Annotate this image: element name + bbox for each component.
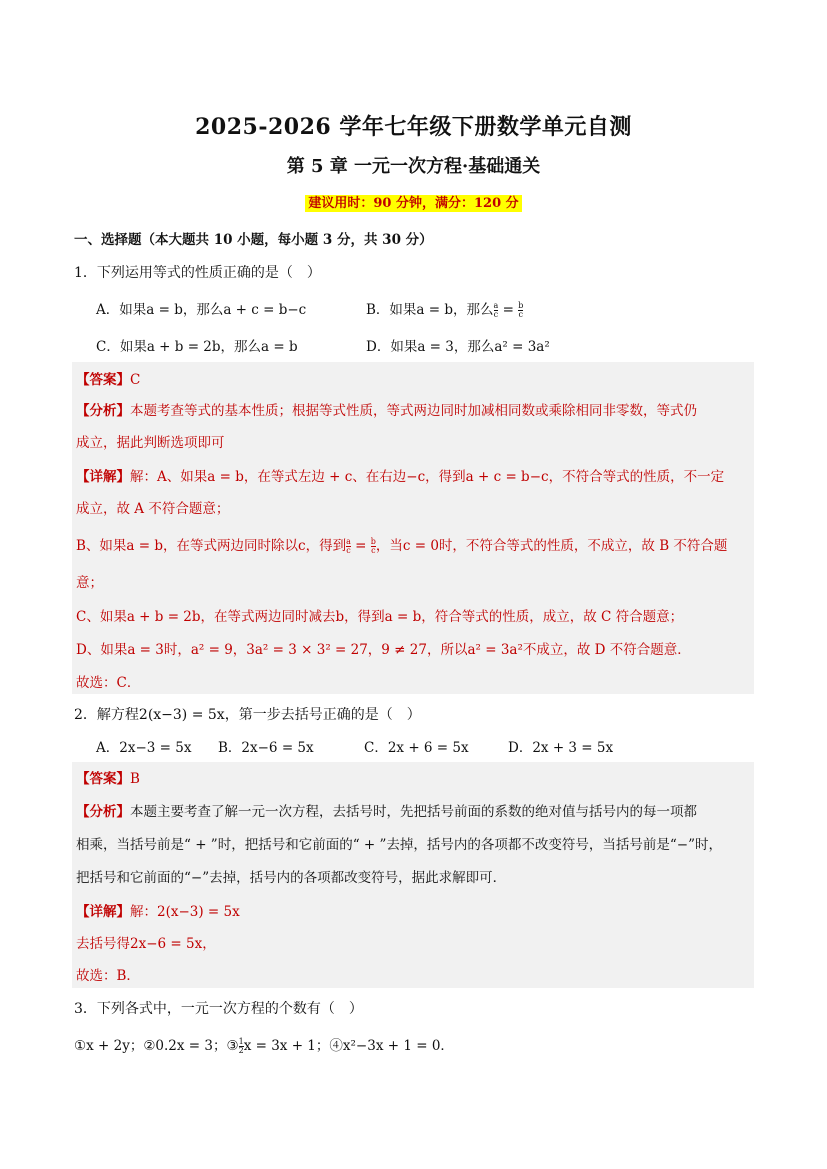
detail-eq: = [350,538,371,554]
detail-text: 解：A、如果a = b，在等式左边 + c、在右边−c，得到a + c = b−c，不符合等式的性质，不一定 [130,469,725,485]
q1-option-a: A．如果a = b，那么a + c = b−c [96,302,307,318]
q2-option-d: D．2x + 3 = 5x [508,740,614,756]
q2-detail-line-2: 去括号得2x−6 = 5x， [76,936,216,952]
q2-analysis-line-3: 把括号和它前面的“−”去掉，括号内的各项都改变符号，据此求解即可． [76,870,507,886]
frac-denominator: c [371,546,376,555]
q2-stem: 2．解方程2(x−3) = 5x，第一步去括号正确的是（ ） [74,707,421,723]
frac-numerator: a [346,537,351,546]
frac-denominator: c [518,310,523,319]
frac-numerator: 1 [238,1037,244,1046]
detail-label: 【详解】 [76,904,130,920]
answer-label: 【答案】 [76,372,130,388]
q2-option-a: A．2x−3 = 5x [96,740,192,756]
q3-items-text: ①x + 2y；②0.2x = 3；③ [74,1038,239,1054]
q1-choose: 故选：C． [76,675,141,691]
q3-items-post: x = 3x + 1；④x²−3x + 1 = 0． [243,1038,454,1054]
time-note: 建议用时：90 分钟，满分：120 分 [305,195,521,212]
q1-stem: 1．下列运用等式的性质正确的是（ ） [74,265,321,281]
page-title: 2025-2026 学年七年级下册数学单元自测 [195,114,632,140]
q1-detail-line-6: D、如果a = 3时，a² = 9，3a² = 3 × 3² = 27，9 ≠ 27，所以a² = 3a²不成立，故 D 不符合题意． [76,642,691,658]
frac-denominator: c [346,546,351,555]
q3-stem: 3．下列各式中，一元一次方程的个数有（ ） [74,1001,363,1017]
q2-answer-line [76,767,140,787]
section-heading: 一、选择题（本大题共 10 小题，每小题 3 分，共 30 分） [74,232,433,248]
time-note-wrap [0,192,827,211]
detail-text-post: ，当c = 0时，不符合等式的性质，不成立，故 B 不符合题 [375,538,728,554]
detail-label: 【详解】 [76,469,130,485]
q1-detail-line-1 [76,465,724,485]
q1-detail-line-5: C、如果a + b = 2b，在等式两边同时减去b，得到a = b，符合等式的性质，成立，故 C 符合题意； [76,609,684,625]
analysis-label: 【分析】 [76,403,130,419]
q2-detail-line-1 [76,900,240,920]
frac-denominator: 2 [238,1046,244,1055]
q2-choose: 故选：B． [76,968,140,984]
frac-numerator: a [493,301,499,310]
analysis-text: 本题主要考查了解一元一次方程，去括号时，先把括号前面的系数的绝对值与括号内的每一项都 [130,804,697,820]
chapter-subtitle: 第 5 章 一元一次方程·基础通关 [286,156,541,177]
q2-option-b: B．2x−6 = 5x [218,740,314,756]
q1-option-b-frac-right [518,302,523,319]
frac-denominator: c [493,310,499,319]
detail-text: 解：2(x−3) = 5x [130,904,240,920]
q1-analysis-line-1 [76,399,697,419]
q1-option-c: C．如果a + b = 2b，那么a = b [96,339,298,355]
answer-label: 【答案】 [76,771,130,787]
q1-option-b-text: B．如果a = b，那么 [366,302,494,318]
q1-option-d: D．如果a = 3，那么a² = 3a² [366,339,550,355]
q1-analysis-line-2: 成立，据此判断选项即可 [76,435,225,451]
q1-option-b [366,298,523,319]
q1-detail-line-4: 意； [76,575,103,591]
q3-items [74,1034,454,1055]
q1-answer-line [76,368,140,388]
q1-option-b-eq: = [498,302,519,318]
frac-numerator: b [370,537,376,546]
q1-detail-line-3 [76,534,727,555]
analysis-label: 【分析】 [76,804,130,820]
q2-analysis-line-2: 相乘，当括号前是“ + ”时，把括号和它前面的“ + ”去掉，括号内的各项都不改变符号，当括号前是“−”时， [76,837,723,853]
detail-text: B、如果a = b，在等式两边同时除以c，得到 [76,538,347,554]
q2-option-c: C．2x + 6 = 5x [364,740,469,756]
frac-numerator: b [518,301,524,310]
answer-value: C [130,372,141,388]
answer-value: B [130,771,140,787]
q2-analysis-line-1 [76,800,697,820]
analysis-text: 本题考查等式的基本性质；根据等式性质，等式两边同时加减相同数或乘除相同非零数，等式仍 [130,403,697,419]
q1-detail-line-2: 成立，故 A 不符合题意； [76,501,230,517]
